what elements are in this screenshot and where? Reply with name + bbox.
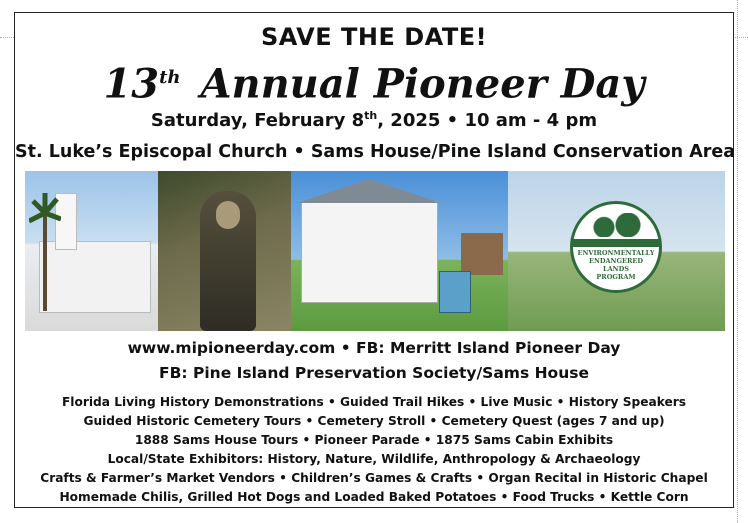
activity-line: Guided Historic Cemetery Tours • Cemetery Stroll • Cemetery Quest (ages 7 and up)	[83, 414, 665, 428]
photo-strip	[25, 171, 725, 331]
save-the-date-heading: SAVE THE DATE!	[260, 23, 488, 51]
conservation-area-photo	[508, 171, 725, 331]
activity-line: Crafts & Farmer’s Market Vendors • Children’s Games & Crafts • Organ Recital in Historic Chapel	[40, 471, 708, 485]
activity-line: Florida Living History Demonstrations • Guided Trail Hikes • Live Music • History Speakers	[61, 395, 687, 409]
event-title	[15, 55, 733, 107]
date-rest: , 2025 • 10 am - 4 pm	[377, 110, 598, 131]
palm-tree-icon	[29, 191, 61, 311]
title-ordinal: 13	[103, 60, 160, 108]
activities-list	[15, 393, 733, 507]
pioneer-portrait-photo	[158, 171, 291, 331]
page-guide-right	[737, 0, 738, 523]
pioneer-face	[216, 201, 240, 229]
seal-line-1: ENVIRONMENTALLY	[577, 249, 655, 257]
event-venue: St. Luke’s Episcopal Church • Sams House/Pine Island Conservation Area	[15, 142, 736, 162]
house-roof	[297, 179, 441, 203]
seal-line-2: ENDANGERED	[588, 257, 643, 265]
event-flyer	[14, 12, 734, 508]
interpretive-sign	[439, 271, 471, 313]
eel-program-seal	[570, 201, 662, 293]
facebook-line: FB: Pine Island Preservation Society/Sams House	[159, 364, 589, 382]
church-photo	[25, 171, 158, 331]
activity-line: Homemade Chilis, Grilled Hot Dogs and Loaded Baked Potatoes • Food Trucks • Kettle Corn	[59, 490, 689, 504]
title-ordinal-suffix: th	[159, 67, 181, 88]
seal-line-4: PROGRAM	[596, 273, 636, 281]
seal-band	[573, 239, 659, 247]
website-line: www.mipioneerday.com • FB: Merritt Island Pioneer Day	[127, 339, 621, 357]
sams-house-photo	[291, 171, 508, 331]
activity-line: Local/State Exhibitors: History, Nature, Wildlife, Anthropology & Archaeology	[107, 452, 641, 466]
title-text: Annual Pioneer Day	[200, 60, 645, 108]
event-date	[15, 109, 733, 131]
sams-house	[301, 201, 438, 303]
activity-line: 1888 Sams House Tours • Pioneer Parade • 1875 Sams Cabin Exhibits	[134, 433, 614, 447]
cabin	[461, 233, 503, 275]
date-prefix: Saturday, February 8	[150, 110, 365, 131]
seal-line-3: LANDS	[603, 265, 629, 273]
date-suffix: th	[364, 109, 378, 122]
seal-trees-icon	[586, 213, 646, 237]
